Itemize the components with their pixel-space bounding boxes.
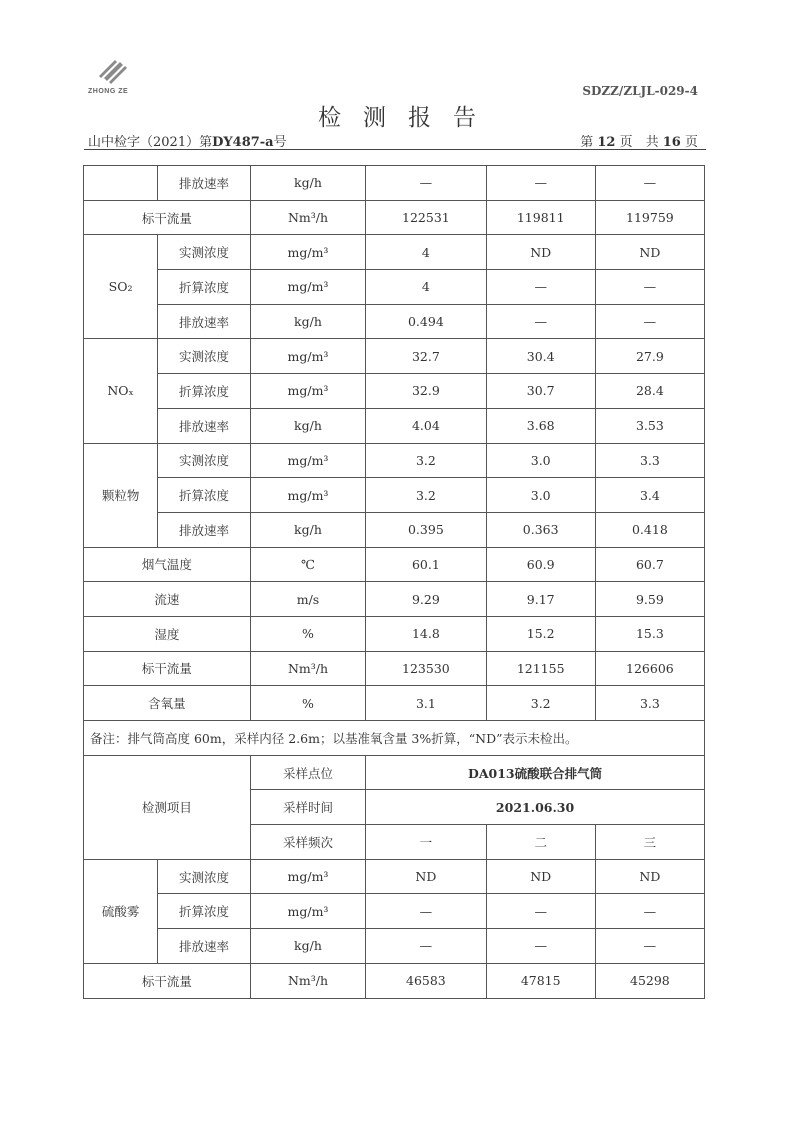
group-cell: NOₓ <box>84 339 158 443</box>
value-cell: 46583 <box>366 963 486 998</box>
group-cell: 硫酸雾 <box>84 859 158 963</box>
unit-cell: mg/m³ <box>250 270 365 305</box>
table-row <box>84 374 705 409</box>
table-row <box>84 894 705 929</box>
value-cell: 4.04 <box>366 408 486 443</box>
table-row <box>84 166 705 201</box>
value-cell: — <box>595 894 704 929</box>
value-cell: 0.363 <box>486 512 595 547</box>
value-cell: 0.494 <box>366 304 486 339</box>
unit-cell: mg/m³ <box>250 235 365 270</box>
value-cell: 119811 <box>486 200 595 235</box>
item-cell: 排放速率 <box>158 304 251 339</box>
unit-cell: Nm³/h <box>250 651 365 686</box>
group-cell: SO₂ <box>84 235 158 339</box>
company-logo <box>88 56 138 100</box>
value-cell: — <box>366 894 486 929</box>
value-cell: 30.4 <box>486 339 595 374</box>
value-cell: 121155 <box>486 651 595 686</box>
value-cell: 4 <box>366 270 486 305</box>
unit-cell: m/s <box>250 582 365 617</box>
label-cell: 标干流量 <box>84 651 251 686</box>
unit-cell: kg/h <box>250 166 365 201</box>
label-cell: 烟气温度 <box>84 547 251 582</box>
item-cell: 实测浓度 <box>158 443 251 478</box>
value-cell: 3.68 <box>486 408 595 443</box>
results-table <box>83 165 705 999</box>
table-row <box>84 270 705 305</box>
table-row <box>84 547 705 582</box>
value-cell: 0.418 <box>595 512 704 547</box>
value-cell: 9.17 <box>486 582 595 617</box>
table-row <box>84 478 705 513</box>
unit-cell: Nm³/h <box>250 200 365 235</box>
table-note: 备注：排气筒高度 60m，采样内径 2.6m；以基准氧含量 3%折算，“ND”表示未检出。 <box>84 721 705 756</box>
item-cell: 实测浓度 <box>158 339 251 374</box>
unit-cell: mg/m³ <box>250 374 365 409</box>
item-header-cell: 检测项目 <box>84 755 251 859</box>
value-cell: 30.7 <box>486 374 595 409</box>
value-cell: 15.3 <box>595 616 704 651</box>
value-cell: ND <box>486 859 595 894</box>
unit-cell: mg/m³ <box>250 894 365 929</box>
table-row <box>84 443 705 478</box>
point-value-cell: DA013硫酸联合排气筒 <box>366 755 705 790</box>
item-cell: 排放速率 <box>158 166 251 201</box>
value-cell: — <box>595 166 704 201</box>
value-cell: 3.2 <box>486 686 595 721</box>
value-cell: 3.3 <box>595 686 704 721</box>
group-cell: 颗粒物 <box>84 443 158 547</box>
time-value-cell: 2021.06.30 <box>366 790 705 825</box>
value-cell: — <box>595 270 704 305</box>
document-code: SDZZ/ZLJL-029-4 <box>582 84 698 98</box>
table-row <box>84 929 705 964</box>
unit-cell: % <box>250 616 365 651</box>
table-row <box>84 651 705 686</box>
value-cell: 4 <box>366 235 486 270</box>
report-number: 山中检字（2021）第DY487-a号 <box>88 135 287 150</box>
label-cell: 标干流量 <box>84 200 251 235</box>
freq-cell: 三 <box>595 825 704 860</box>
item-cell: 排放速率 <box>158 512 251 547</box>
value-cell: ND <box>595 859 704 894</box>
table-row <box>84 512 705 547</box>
value-cell: 3.0 <box>486 478 595 513</box>
item-cell: 折算浓度 <box>158 894 251 929</box>
freq-cell: 二 <box>486 825 595 860</box>
table-row <box>84 686 705 721</box>
value-cell: ND <box>366 859 486 894</box>
value-cell: 27.9 <box>595 339 704 374</box>
unit-cell: kg/h <box>250 304 365 339</box>
value-cell: 60.7 <box>595 547 704 582</box>
header-rule <box>84 149 706 150</box>
table-row <box>84 339 705 374</box>
label-cell: 流速 <box>84 582 251 617</box>
value-cell: 3.4 <box>595 478 704 513</box>
value-cell: 3.3 <box>595 443 704 478</box>
item-cell: 实测浓度 <box>158 859 251 894</box>
freq-label-cell: 采样频次 <box>250 825 365 860</box>
value-cell: 3.53 <box>595 408 704 443</box>
unit-cell: kg/h <box>250 512 365 547</box>
value-cell: 60.1 <box>366 547 486 582</box>
table-row <box>84 616 705 651</box>
unit-cell: ℃ <box>250 547 365 582</box>
item-cell: 折算浓度 <box>158 478 251 513</box>
label-cell: 标干流量 <box>84 963 251 998</box>
value-cell: 123530 <box>366 651 486 686</box>
value-cell: ND <box>595 235 704 270</box>
value-cell: 3.2 <box>366 443 486 478</box>
item-cell: 排放速率 <box>158 929 251 964</box>
value-cell: 122531 <box>366 200 486 235</box>
freq-cell: 一 <box>366 825 486 860</box>
value-cell: — <box>486 166 595 201</box>
value-cell: 32.9 <box>366 374 486 409</box>
value-cell: 3.2 <box>366 478 486 513</box>
value-cell: 28.4 <box>595 374 704 409</box>
unit-cell: mg/m³ <box>250 478 365 513</box>
table-row <box>84 859 705 894</box>
label-cell: 含氧量 <box>84 686 251 721</box>
group-cell <box>84 166 158 201</box>
table-row <box>84 304 705 339</box>
unit-cell: mg/m³ <box>250 443 365 478</box>
time-label-cell: 采样时间 <box>250 790 365 825</box>
value-cell: 15.2 <box>486 616 595 651</box>
page-indicator: 第 12 页 共 16 页 <box>580 135 698 150</box>
value-cell: 60.9 <box>486 547 595 582</box>
unit-cell: mg/m³ <box>250 859 365 894</box>
table-row <box>84 200 705 235</box>
value-cell: ND <box>486 235 595 270</box>
logo-text: ZHONG ZE <box>88 88 129 95</box>
unit-cell: % <box>250 686 365 721</box>
value-cell: 45298 <box>595 963 704 998</box>
unit-cell: Nm³/h <box>250 963 365 998</box>
value-cell: — <box>486 929 595 964</box>
logo-stripes-icon <box>94 56 130 86</box>
item-cell: 排放速率 <box>158 408 251 443</box>
table-row <box>84 755 705 790</box>
value-cell: 126606 <box>595 651 704 686</box>
report-title: 检测报告 <box>318 105 498 131</box>
value-cell: 119759 <box>595 200 704 235</box>
value-cell: — <box>595 929 704 964</box>
value-cell: — <box>366 929 486 964</box>
value-cell: — <box>486 304 595 339</box>
table-row <box>84 963 705 998</box>
value-cell: 9.29 <box>366 582 486 617</box>
value-cell: — <box>366 166 486 201</box>
table-row <box>84 582 705 617</box>
unit-cell: kg/h <box>250 408 365 443</box>
point-label-cell: 采样点位 <box>250 755 365 790</box>
note-row <box>84 721 705 756</box>
item-cell: 实测浓度 <box>158 235 251 270</box>
value-cell: 3.1 <box>366 686 486 721</box>
value-cell: 3.0 <box>486 443 595 478</box>
value-cell: — <box>595 304 704 339</box>
value-cell: 14.8 <box>366 616 486 651</box>
table-row <box>84 408 705 443</box>
table-row <box>84 235 705 270</box>
value-cell: 47815 <box>486 963 595 998</box>
item-cell: 折算浓度 <box>158 374 251 409</box>
value-cell: 0.395 <box>366 512 486 547</box>
unit-cell: kg/h <box>250 929 365 964</box>
unit-cell: mg/m³ <box>250 339 365 374</box>
label-cell: 湿度 <box>84 616 251 651</box>
value-cell: — <box>486 894 595 929</box>
value-cell: 9.59 <box>595 582 704 617</box>
item-cell: 折算浓度 <box>158 270 251 305</box>
value-cell: 32.7 <box>366 339 486 374</box>
value-cell: — <box>486 270 595 305</box>
